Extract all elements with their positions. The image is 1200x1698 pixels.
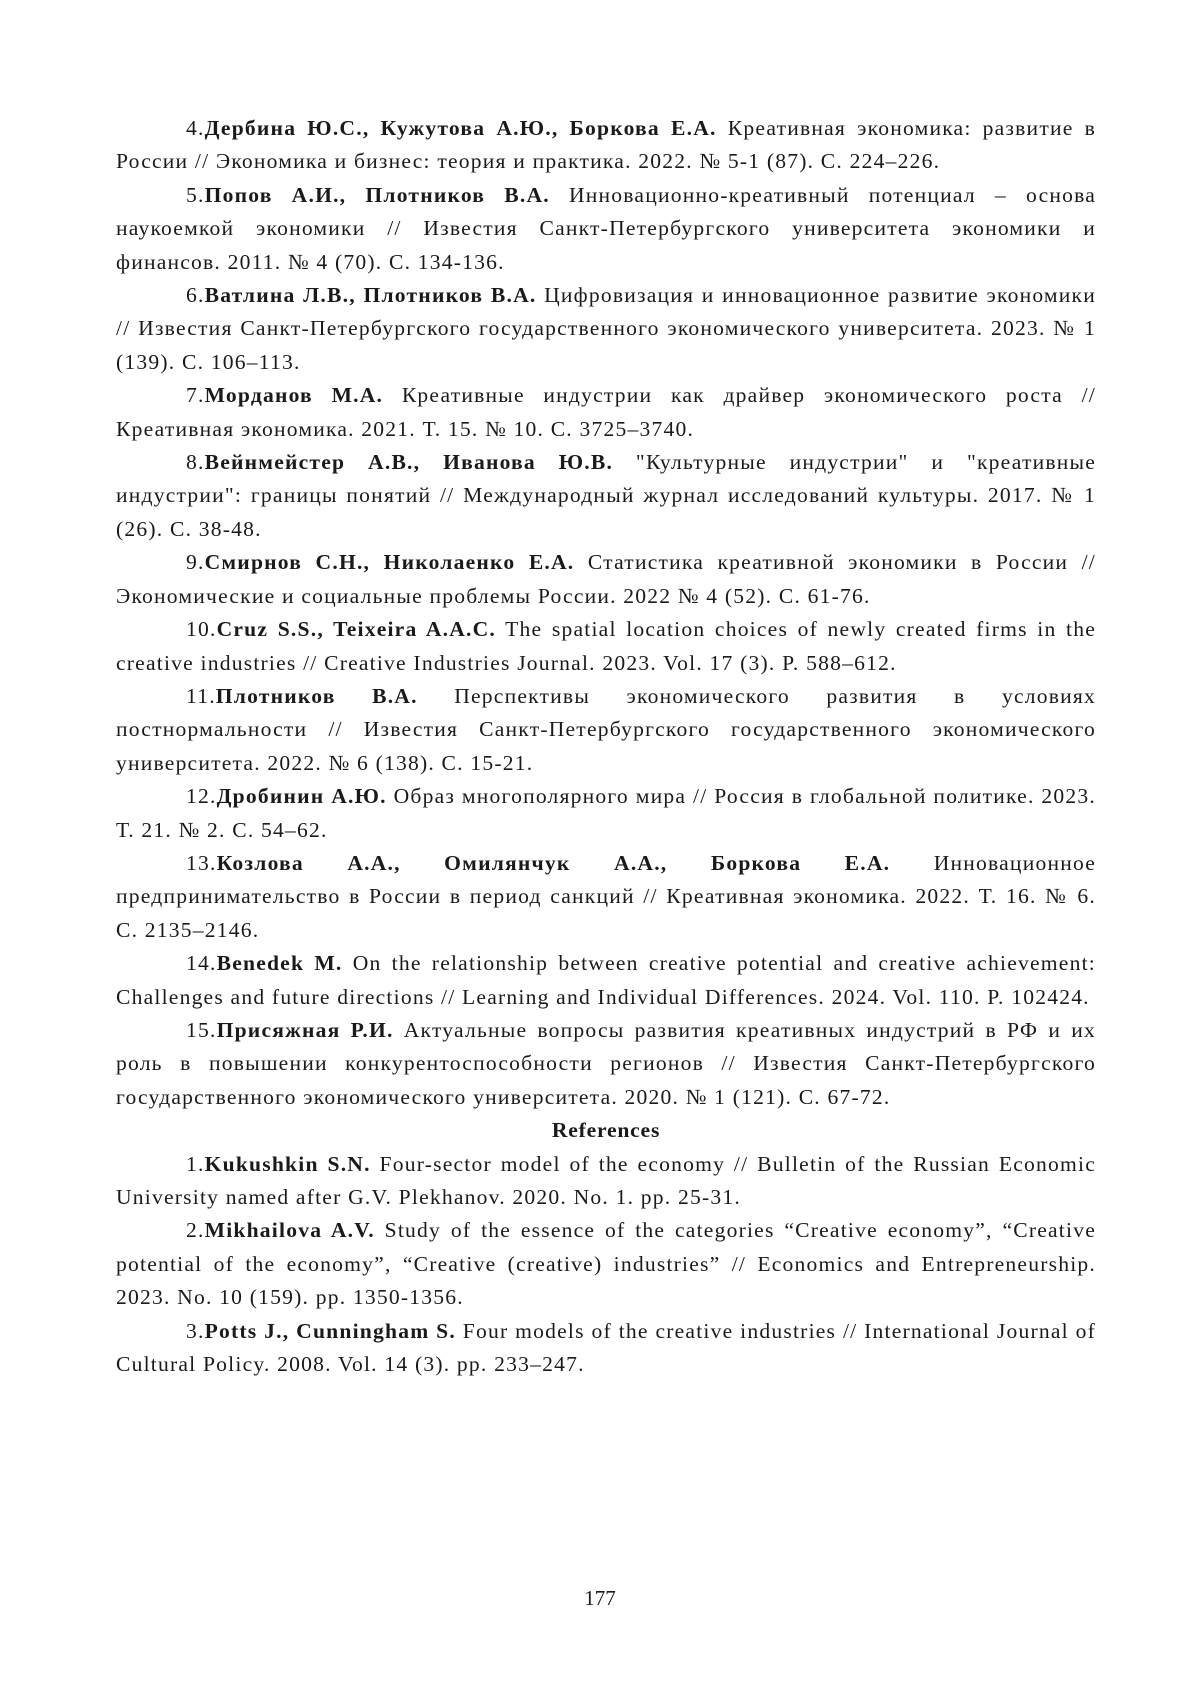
reference-number: 15. [186,1017,217,1042]
reference-text: On the relationship between creative potential and creative achievement: Challenges and future directions // Learning and Individual Differences. 2024. Vol. 110. P. 102424. [116,951,1096,1009]
reference-authors: Дербина Ю.С., Кужутова А.Ю., Боркова Е.А. [204,116,717,140]
reference-text: Актуальные вопросы развития креативных индустрий в РФ и их роль в повышении конкурентоспособности регионов // Известия Санкт-Петербургского государственного экономического университета. 2020. № 1 (121). С. 67-72. [116,1017,1097,1109]
reference-number: 12. [186,784,217,809]
reference-item [116,446,1096,546]
reference-number: 7. [186,383,205,408]
reference-text: "Культурные индустрии" и "креативные индустрии": границы понятий // Международный журнал исследований культуры. 2017. № 1 (26). С. 38-48. [116,450,1096,541]
reference-authors: Ватлина Л.В., Плотников В.А. [204,283,537,308]
reference-authors: Mikhailova A.V. [204,1218,375,1243]
reference-text: Инновационно-креативный потенциал – основа наукоемкой экономики // Известия Санкт-Петербургского университета экономики и финансов. 2011. № 4 (70). С. 134-136. [116,182,1096,274]
reference-number: 3. [186,1318,205,1343]
reference-text: Образ многополярного мира // Россия в глобальной политике. 2023. Т. 21. № 2. С. 54–62. [116,784,1096,842]
reference-text: Креативная экономика: развитие в России // Экономика и бизнес: теория и практика. 2022. № 5-1 (87). С. 224–226. [116,116,1096,174]
reference-item [116,1148,1096,1215]
reference-authors: Potts J., Cunningham S. [204,1318,456,1343]
reference-item [116,613,1096,680]
reference-number: 10. [186,617,217,642]
reference-number: 5. [186,182,205,207]
reference-number: 11. [186,683,216,708]
reference-item [116,680,1096,780]
reference-authors: Вейнмейстер А.В., Иванова Ю.В. [204,450,614,475]
reference-item [116,379,1096,446]
reference-text: Study of the essence of the categories “Creative economy”, “Creative potential of the economy”, “Creative (creative) industries” // Economics and Entrepreneurship. 2023. No. 10 (159). pp. 1350-1356. [116,1218,1096,1310]
reference-item [116,179,1096,279]
page-number: 177 [584,1586,616,1610]
reference-item [116,947,1096,1014]
reference-authors: Cruz S.S., Teixeira A.A.C. [216,617,496,642]
reference-item [116,279,1096,379]
reference-item [116,1214,1096,1314]
reference-number: 9. [186,550,205,575]
reference-text: Four-sector model of the economy // Bulletin of the Russian Economic University named after G.V. Plekhanov. 2020. No. 1. pp. 25-31. [116,1151,1096,1209]
reference-item [116,546,1096,613]
reference-authors: Kukushkin S.N. [204,1151,371,1176]
reference-authors: Морданов М.А. [204,383,384,408]
reference-number: 2. [186,1218,205,1243]
reference-text: Цифровизация и инновационное развитие экономики // Известия Санкт-Петербургского государственного экономического университета. 2023. № 1 (139). С. 106–113. [116,283,1096,374]
reference-text: Статистика креативной экономики в России // Экономические и социальные проблемы России. 2022 № 4 (52). С. 61-76. [116,550,1097,608]
reference-item [116,780,1096,847]
reference-number: 14. [186,951,217,976]
reference-authors: Смирнов С.Н., Николаенко Е.А. [204,550,575,575]
reference-text: Инновационное предпринимательство в России в период санкций // Креативная экономика. 2022. Т. 16. № 6. С. 2135–2146. [116,850,1096,942]
reference-authors: Benedek M. [216,951,343,976]
reference-authors: Козлова А.А., Омилянчук А.А., Боркова Е.А. [216,850,891,875]
reference-number: 8. [186,450,205,475]
reference-text: The spatial location choices of newly created firms in the creative industries // Creative Industries Journal. 2023. Vol. 17 (3). P. 588–612. [116,617,1097,675]
reference-authors: Попов А.И., Плотников В.А. [204,182,550,207]
reference-text: Four models of the creative industries // International Journal of Cultural Policy. 2008. Vol. 14 (3). pp. 233–247. [116,1318,1096,1377]
reference-number: 4. [186,116,205,140]
reference-item [116,112,1096,179]
reference-item [116,1315,1096,1382]
reference-authors: Присяжная Р.И. [216,1017,394,1042]
reference-item [116,847,1096,947]
reference-authors: Плотников В.А. [215,683,418,708]
reference-number: 13. [186,850,217,875]
reference-number: 1. [186,1151,205,1176]
reference-number: 6. [186,283,205,308]
references-heading: References [551,1118,661,1143]
reference-authors: Дробинин А.Ю. [216,784,387,809]
reference-list [116,112,1096,1381]
reference-item [116,1014,1096,1114]
reference-text: Креативные индустрии как драйвер экономического роста // Креативная экономика. 2021. Т. 15. № 10. С. 3725–3740. [116,383,1096,441]
reference-text: Перспективы экономического развития в условиях постнормальности // Известия Санкт-Петербургского государственного экономического университета. 2022. № 6 (138). С. 15-21. [116,683,1096,775]
